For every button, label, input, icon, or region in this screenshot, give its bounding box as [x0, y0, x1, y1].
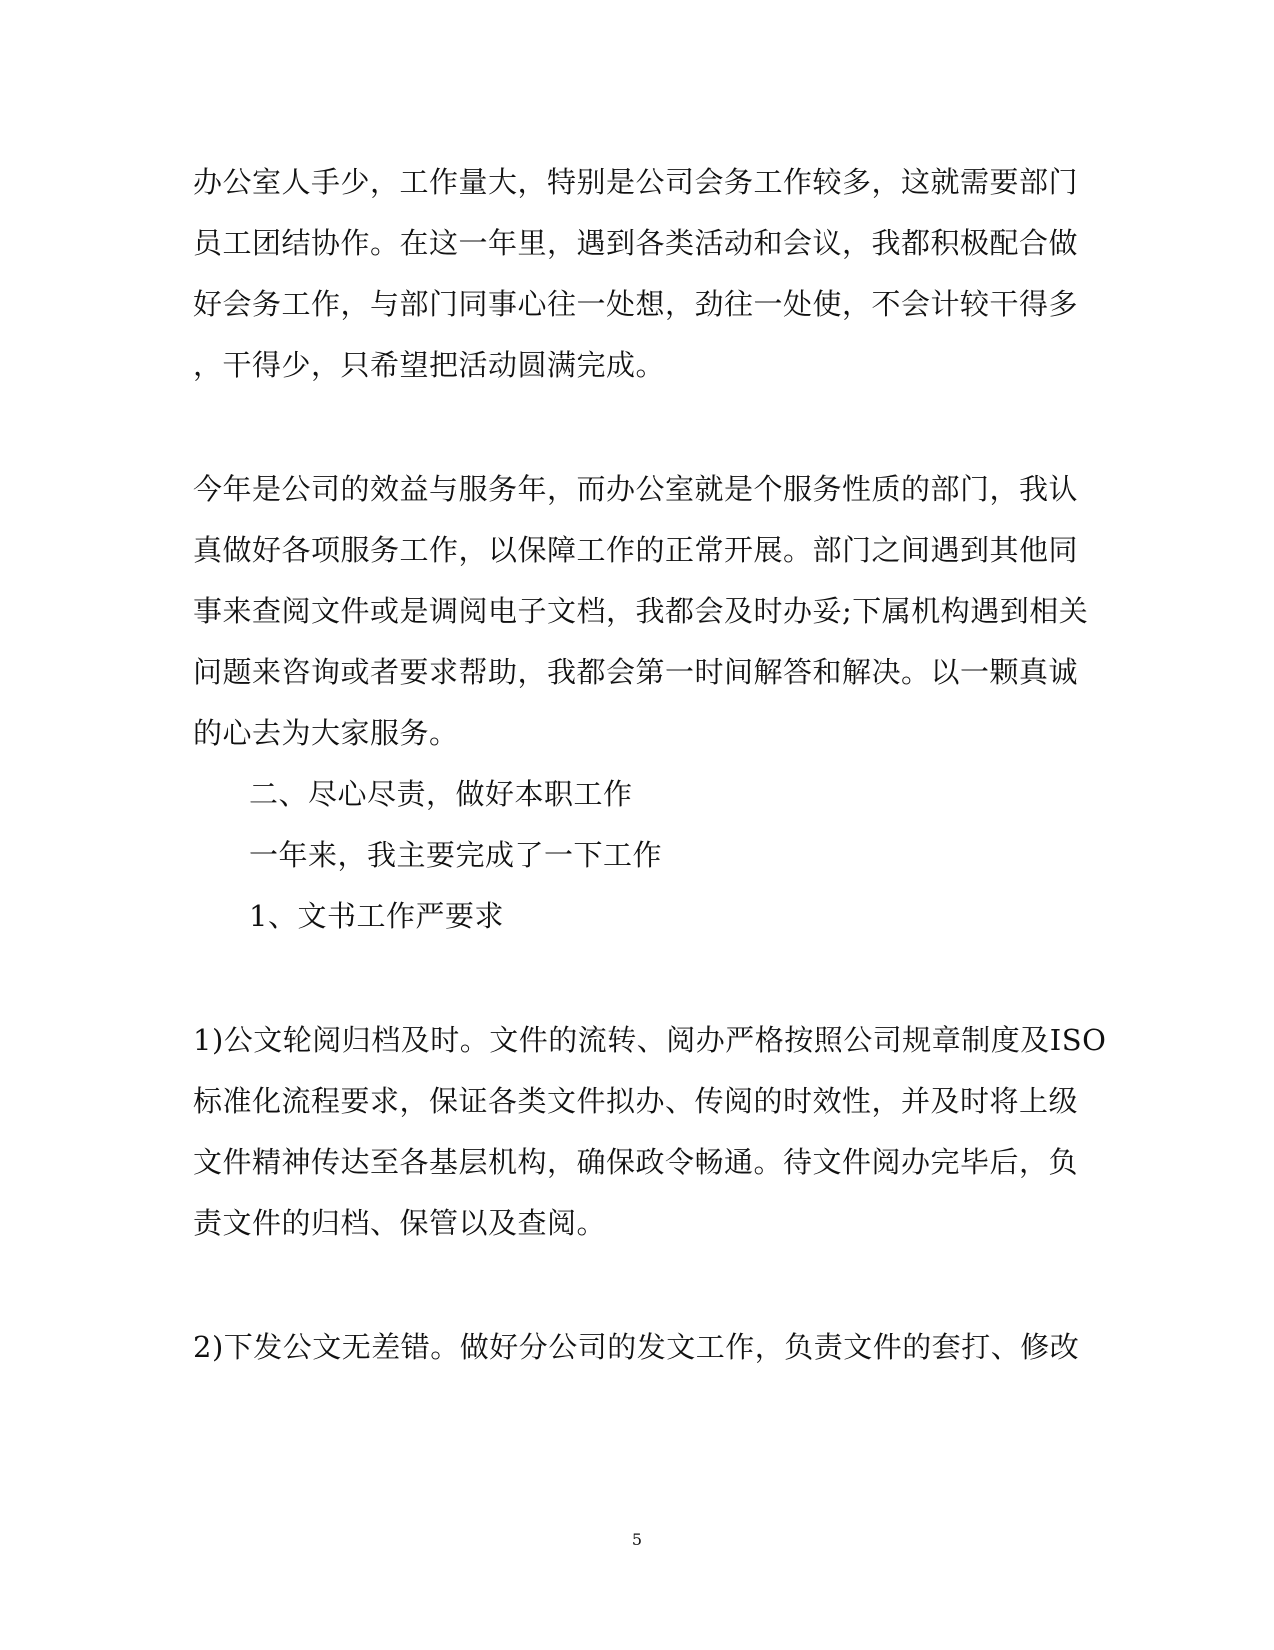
paragraph-3-line-3: 文件精神传达至各基层机构，确保政令畅通。待文件阅办完毕后，负 — [193, 1145, 1079, 1179]
paragraph-4-line-1: 2)下发公文无差错。做好分公司的发文工作，负责文件的套打、修改 — [193, 1330, 1080, 1364]
paragraph-3-line-4: 责文件的归档、保管以及查阅。 — [193, 1206, 607, 1240]
paragraph-2-line-1: 今年是公司的效益与服务年，而办公室就是个服务性质的部门，我认 — [193, 472, 1079, 506]
page-number: 5 — [631, 1530, 643, 1549]
paragraph-1-line-1: 办公室人手少，工作量大，特别是公司会务工作较多，这就需要部门 — [193, 165, 1079, 199]
paragraph-1-line-4: ，干得少，只希望把活动圆满完成。 — [193, 348, 666, 382]
paragraph-3-line-1: 1)公文轮阅归档及时。文件的流转、阅办严格按照公司规章制度及ISO — [193, 1023, 1107, 1057]
paragraph-2-line-4: 问题来咨询或者要求帮助，我都会第一时间解答和解决。以一颗真诚 — [193, 655, 1079, 689]
paragraph-2-line-2: 真做好各项服务工作，以保障工作的正常开展。部门之间遇到其他同 — [193, 533, 1079, 567]
work-intro-line: 一年来，我主要完成了一下工作 — [249, 838, 663, 872]
item-1-heading: 1、文书工作严要求 — [249, 899, 504, 933]
paragraph-2-line-3: 事来查阅文件或是调阅电子文档，我都会及时办妥;下属机构遇到相关 — [193, 594, 1089, 628]
paragraph-2-line-5: 的心去为大家服务。 — [193, 716, 459, 750]
paragraph-1-line-2: 员工团结协作。在这一年里，遇到各类活动和会议，我都积极配合做 — [193, 226, 1079, 260]
section-2-heading: 二、尽心尽责，做好本职工作 — [249, 777, 633, 811]
paragraph-1-line-3: 好会务工作，与部门同事心往一处想，劲往一处使，不会计较干得多 — [193, 287, 1079, 321]
paragraph-3-line-2: 标准化流程要求，保证各类文件拟办、传阅的时效性，并及时将上级 — [193, 1084, 1079, 1118]
